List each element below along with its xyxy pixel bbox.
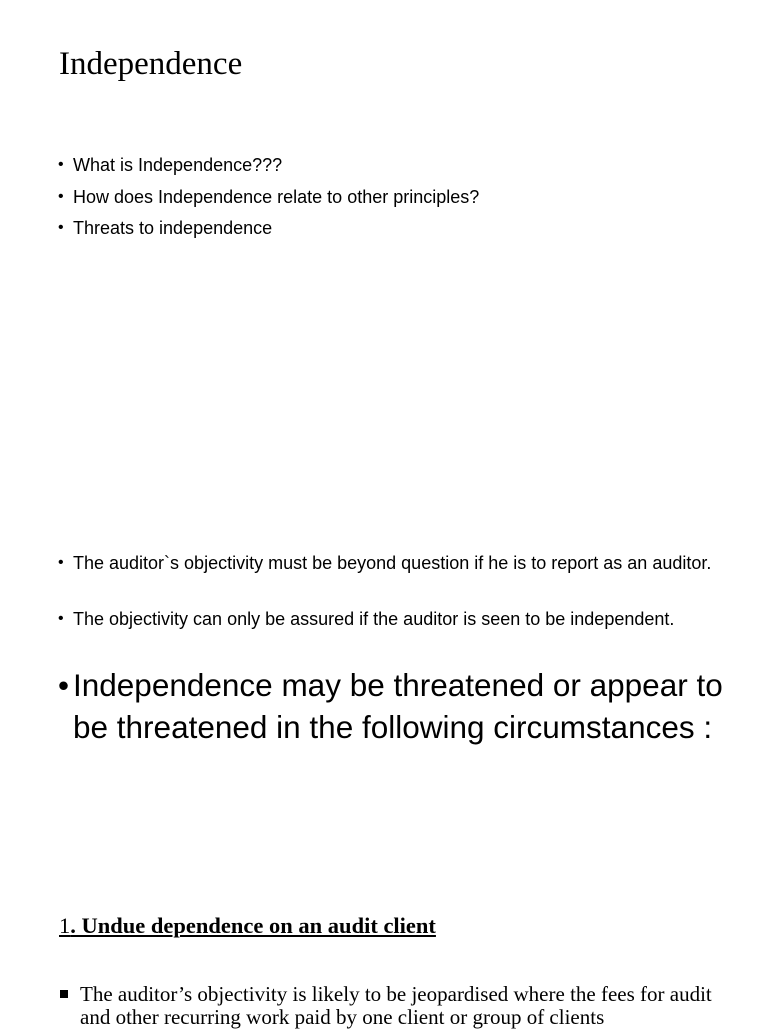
list-item-text: The objectivity can only be assured if the auditor is seen to be independent. (73, 609, 675, 629)
bullet-icon: • (58, 610, 64, 627)
square-bullet-icon (60, 990, 68, 998)
bullet-icon: • (58, 188, 64, 205)
section-heading-number: 1 (59, 913, 71, 938)
bullet-icon: • (58, 156, 64, 173)
list-item-text: What is Independence??? (73, 155, 283, 175)
page-title: Independence (59, 46, 243, 82)
list-item (58, 153, 718, 177)
bullet-icon: • (58, 219, 64, 236)
section-heading (59, 911, 436, 941)
list-item-text: Threats to independence (73, 218, 273, 238)
bullet-icon: • (58, 554, 64, 571)
list-item-text: Independence may be threatened or appear to be threatened in the following circumstances : (73, 667, 723, 745)
list-item (58, 185, 718, 209)
list-item-text: The auditor`s objectivity must be beyond question if he is to report as an auditor. (73, 553, 712, 573)
list-item (58, 983, 718, 1029)
list-item (58, 551, 718, 575)
list-item-large (58, 664, 738, 748)
section-heading-text: . Undue dependence on an audit client (70, 913, 436, 938)
list-item-text: The auditor’s objectivity is likely to be jeopardised where the fees for audit and other recurring work paid by one client or group of clients (80, 982, 712, 1029)
list-item-text: How does Independence relate to other principles? (73, 187, 480, 207)
list-item (58, 607, 718, 631)
bullet-icon: • (58, 667, 70, 703)
list-item (58, 216, 718, 240)
